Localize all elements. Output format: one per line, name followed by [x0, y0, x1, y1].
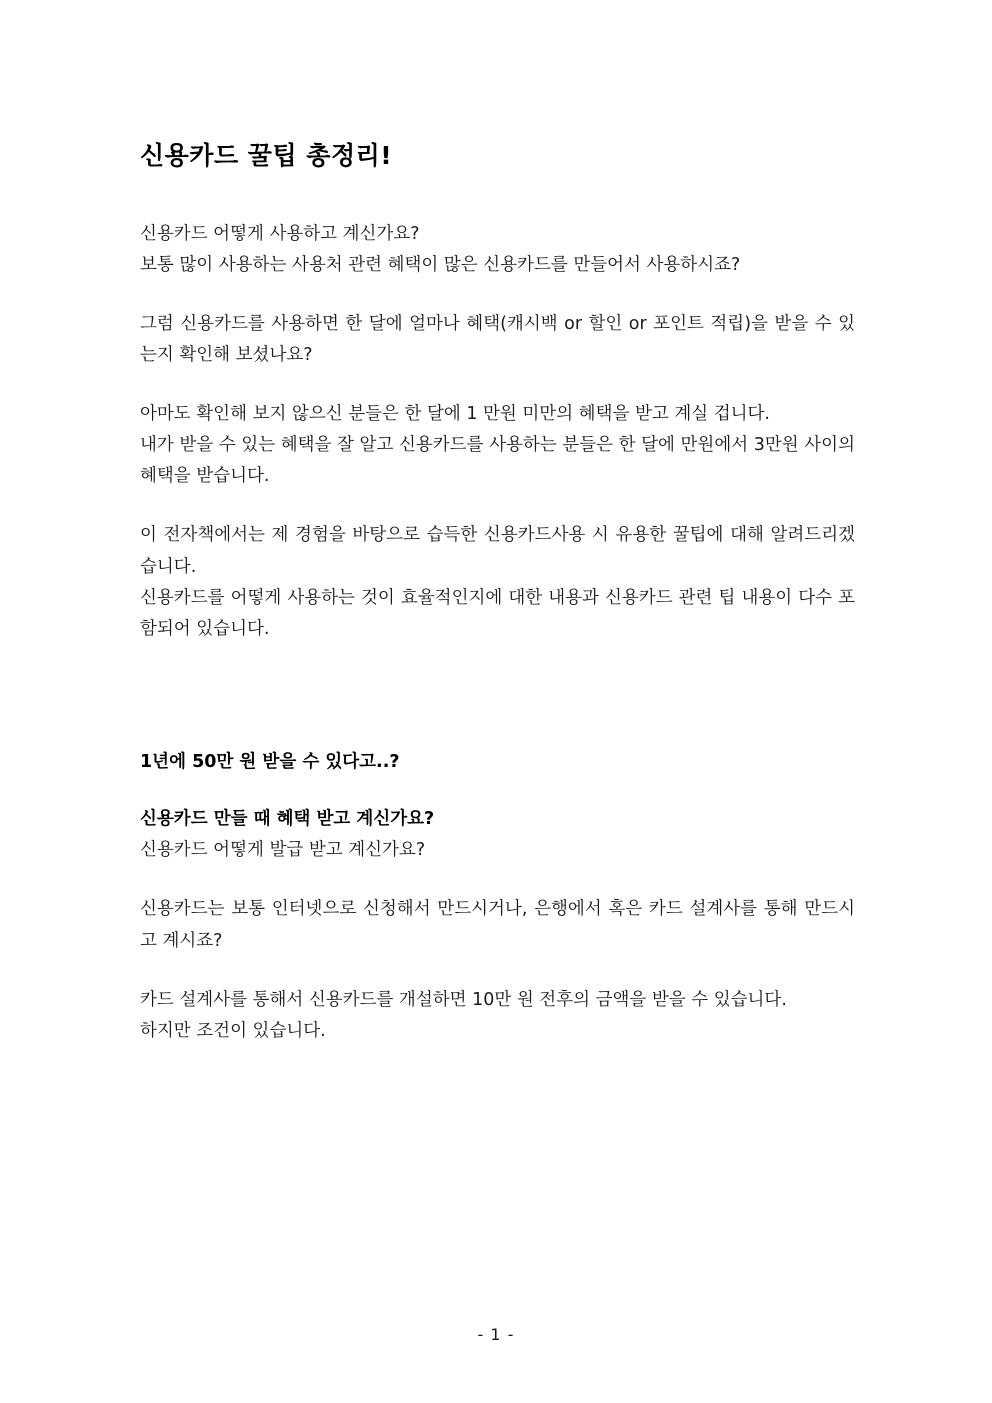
section-heading-yearly-benefit: 1년에 50만 원 받을 수 있다고..? — [140, 752, 400, 773]
paragraph-benefit-question — [140, 309, 855, 371]
page-title: 신용카드 꿀팁 총정리! — [140, 141, 393, 170]
paragraph-benefit-amount — [140, 399, 855, 492]
paragraph-issue-channels — [140, 894, 855, 956]
paragraph-line: 보통 많이 사용하는 사용처 관련 혜택이 많은 신용카드를 만들어서 사용하시죠? — [140, 254, 741, 275]
paragraph-line: 아마도 확인해 보지 않으신 분들은 한 달에 1 만원 미만의 혜택을 받고 계실 겁니다. — [140, 404, 770, 425]
section-spacer — [140, 673, 855, 747]
paragraph-planner-reward — [140, 985, 855, 1047]
document-body — [140, 140, 855, 1047]
paragraph-intro — [140, 219, 855, 281]
paragraph-line: 이 전자책에서는 제 경험을 바탕으로 습득한 신용카드사용 시 유용한 꿀팁에 대해 알려드리겠습니다. — [140, 525, 855, 577]
section-heading-card-creation-benefit: 신용카드 만들 때 혜택 받고 계신가요? — [140, 809, 435, 830]
paragraph-line: 카드 설계사를 통해서 신용카드를 개설하면 10만 원 전후의 금액을 받을 수 있습니다. — [140, 989, 787, 1010]
page-number: - 1 - — [477, 1325, 515, 1344]
paragraph-line: 신용카드 어떻게 발급 받고 계신가요? — [140, 840, 426, 861]
paragraph-line: 내가 받을 수 있는 혜택을 잘 알고 신용카드를 사용하는 분들은 한 달에 만원에서 3만원 사이의 혜택을 받습니다. — [140, 435, 855, 487]
paragraph-line: 신용카드 어떻게 사용하고 계신가요? — [140, 223, 420, 244]
paragraph-line: 신용카드를 어떻게 사용하는 것이 효율적인지에 대한 내용과 신용카드 관련 팁 내용이 다수 포함되어 있습니다. — [140, 587, 855, 639]
paragraph-ebook-scope — [140, 520, 855, 645]
paragraph-line: 그럼 신용카드를 사용하면 한 달에 얼마나 혜택(캐시백 or 할인 or 포인트 적립)을 받을 수 있는지 확인해 보셨나요? — [140, 313, 855, 365]
paragraph-line: 하지만 조건이 있습니다. — [140, 1020, 326, 1041]
paragraph-line: 신용카드는 보통 인터넷으로 신청해서 만드시거나, 은행에서 혹은 카드 설계사를 통해 만드시고 계시죠? — [140, 899, 855, 951]
paragraph-issue-question — [140, 835, 855, 866]
